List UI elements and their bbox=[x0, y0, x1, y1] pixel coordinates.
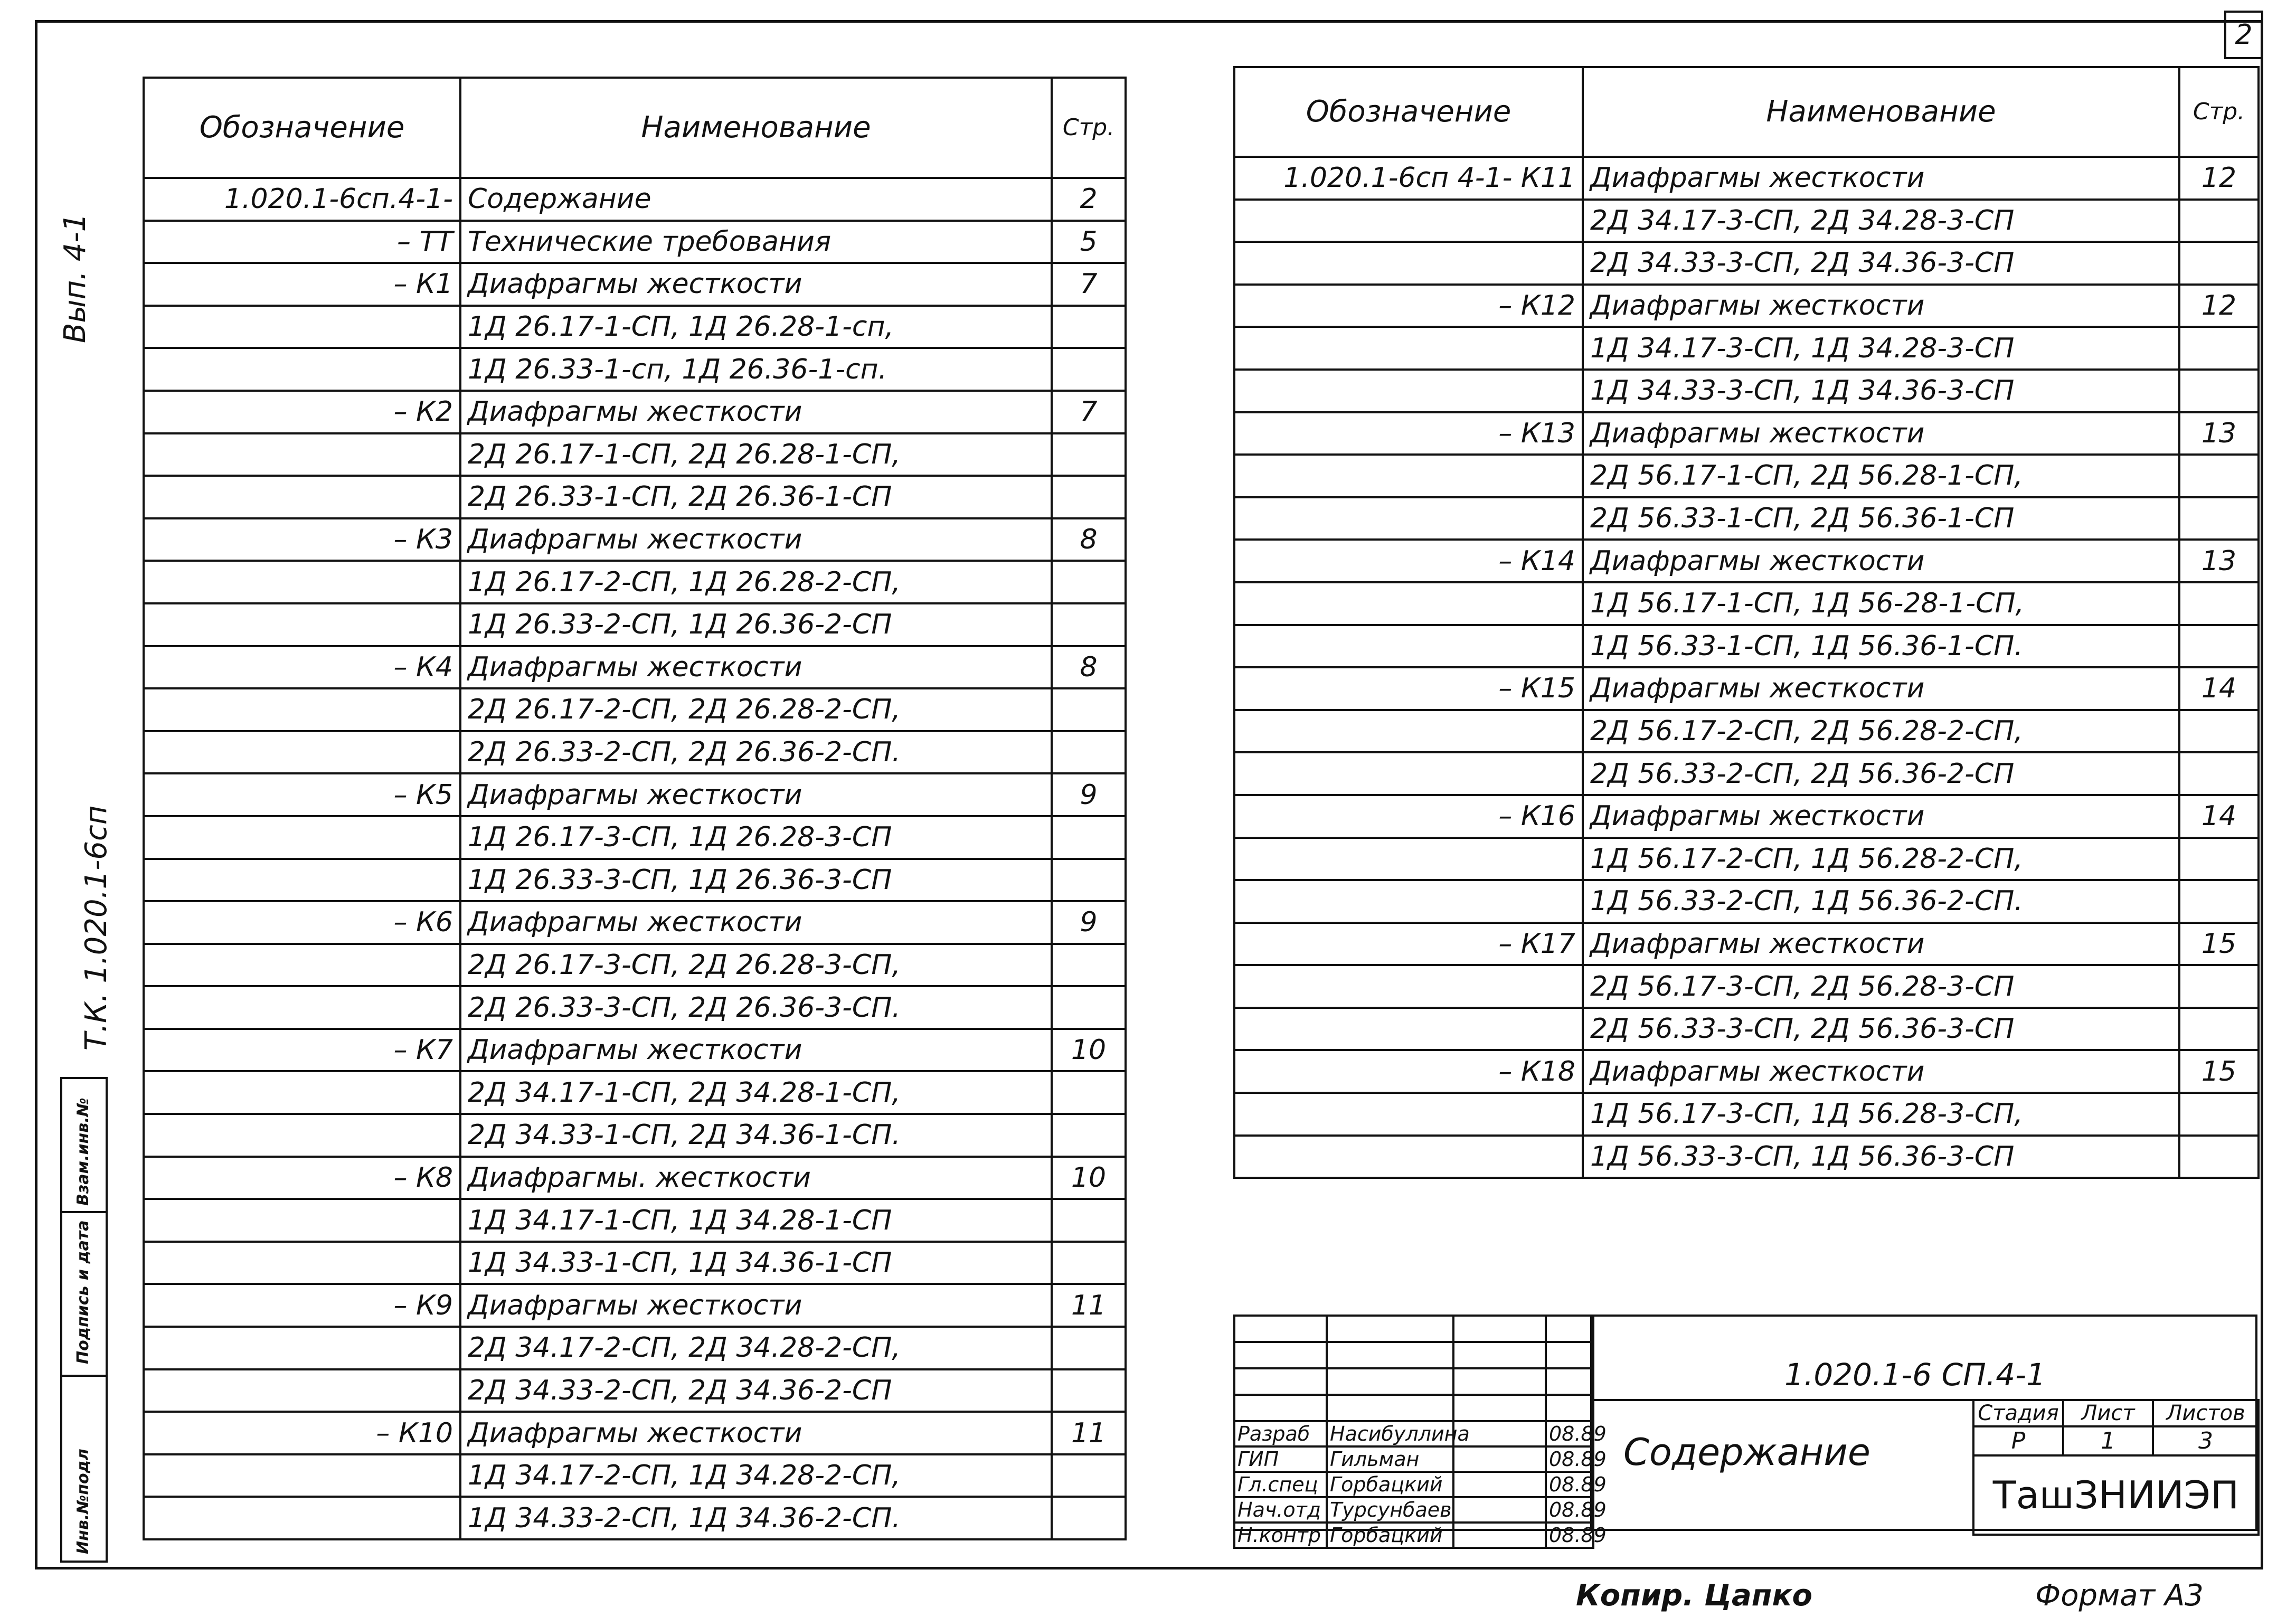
signature-cell bbox=[1453, 1497, 1546, 1523]
page-cell bbox=[1052, 476, 1126, 518]
designation-cell: – К10 bbox=[144, 1412, 460, 1454]
table-row bbox=[1234, 370, 2259, 412]
name-cell: 1Д 56.17-1-СП, 1Д 56-28-1-СП, bbox=[1583, 582, 2179, 625]
header-designation: Обозначение bbox=[1234, 67, 1583, 157]
name-cell: 2Д 26.33-2-СП, 2Д 26.36-2-СП. bbox=[460, 731, 1052, 774]
table-row bbox=[144, 859, 1126, 902]
role-cell: Н.контр bbox=[1234, 1523, 1327, 1548]
table-row bbox=[144, 476, 1126, 518]
header-page: Стр. bbox=[2179, 67, 2259, 157]
name-cell: 1Д 26.17-3-СП, 1Д 26.28-3-СП bbox=[460, 816, 1052, 859]
table-row bbox=[1234, 412, 2259, 455]
page-cell: 10 bbox=[1052, 1029, 1126, 1072]
name-cell: 2Д 26.33-1-СП, 2Д 26.36-1-СП bbox=[460, 476, 1052, 518]
designation-cell bbox=[1234, 370, 1583, 412]
page-cell bbox=[2179, 1008, 2259, 1051]
page-cell: 2 bbox=[1052, 178, 1126, 221]
table-row bbox=[144, 561, 1126, 603]
designation-cell bbox=[1234, 497, 1583, 540]
designation-cell bbox=[144, 1199, 460, 1242]
role-cell: Гл.спец bbox=[1234, 1472, 1327, 1497]
name-cell: 2Д 26.17-2-СП, 2Д 26.28-2-СП, bbox=[460, 688, 1052, 731]
name-cell: 2Д 26.33-3-СП, 2Д 26.36-3-СП. bbox=[460, 986, 1052, 1029]
designation-cell bbox=[1234, 965, 1583, 1008]
side-label-vzam: Взам.инв.№ bbox=[74, 1098, 92, 1206]
sheets-label: Листов bbox=[2153, 1400, 2259, 1426]
table-row bbox=[144, 1284, 1126, 1327]
name-cell: Диафрагмы жесткости bbox=[1583, 923, 2179, 966]
table-row bbox=[144, 1114, 1126, 1157]
name-cell: Содержание bbox=[460, 178, 1052, 221]
name-cell: 1Д 34.17-1-СП, 1Д 34.28-1-СП bbox=[460, 1199, 1052, 1242]
date-cell: 08.89 bbox=[1546, 1421, 1593, 1446]
page-cell bbox=[2179, 1093, 2259, 1136]
table-row bbox=[144, 433, 1126, 476]
name-cell: 2Д 56.33-2-СП, 2Д 56.36-2-СП bbox=[1583, 752, 2179, 795]
table-row bbox=[144, 221, 1126, 263]
page-cell bbox=[1052, 561, 1126, 603]
signature-table bbox=[1233, 1315, 1607, 1549]
page-cell bbox=[2179, 880, 2259, 923]
table-row bbox=[1234, 752, 2259, 795]
table-row bbox=[1234, 1136, 2259, 1178]
designation-cell bbox=[144, 1071, 460, 1114]
role-cell: Нач.отд bbox=[1234, 1497, 1327, 1523]
table-row bbox=[144, 901, 1126, 944]
designation-cell: – К8 bbox=[144, 1157, 460, 1199]
designation-cell bbox=[144, 816, 460, 859]
page-cell bbox=[1052, 1114, 1126, 1157]
designation-cell: – К16 bbox=[1234, 795, 1583, 838]
designation-cell bbox=[144, 1369, 460, 1412]
table-row bbox=[1234, 710, 2259, 753]
designation-cell: – К13 bbox=[1234, 412, 1583, 455]
designation-cell bbox=[144, 603, 460, 646]
name-cell: 2Д 56.17-1-СП, 2Д 56.28-1-СП, bbox=[1583, 455, 2179, 497]
designation-cell bbox=[1234, 710, 1583, 753]
designation-cell bbox=[1234, 455, 1583, 497]
designation-cell bbox=[144, 944, 460, 987]
table-row bbox=[1234, 285, 2259, 327]
right-table-header bbox=[1234, 67, 2259, 157]
name-cell: Турсунбаев bbox=[1327, 1497, 1453, 1523]
signature-cell bbox=[1453, 1472, 1546, 1497]
page-cell bbox=[1052, 688, 1126, 731]
table-row bbox=[144, 518, 1126, 561]
page-cell: 14 bbox=[2179, 795, 2259, 838]
name-cell: 2Д 34.33-3-СП, 2Д 34.36-3-СП bbox=[1583, 242, 2179, 285]
sheet-value: 1 bbox=[2063, 1426, 2153, 1455]
designation-cell: – К5 bbox=[144, 773, 460, 816]
page-cell: 10 bbox=[1052, 1157, 1126, 1199]
table-row bbox=[144, 646, 1126, 689]
header-name: Наименование bbox=[460, 78, 1052, 178]
sheet-number: 2 bbox=[2235, 19, 2253, 51]
table-row bbox=[144, 263, 1126, 306]
table-row bbox=[144, 773, 1126, 816]
page-cell bbox=[1052, 1071, 1126, 1114]
sheet-label: Лист bbox=[2063, 1400, 2153, 1426]
name-cell: 2Д 34.33-1-СП, 2Д 34.36-1-СП. bbox=[460, 1114, 1052, 1157]
signature-cell bbox=[1453, 1523, 1546, 1548]
name-cell: 1Д 34.33-1-СП, 1Д 34.36-1-СП bbox=[460, 1242, 1052, 1284]
table-row bbox=[1234, 200, 2259, 242]
date-cell: 08.89 bbox=[1546, 1497, 1593, 1523]
page-cell bbox=[2179, 582, 2259, 625]
designation-cell: – ТТ bbox=[144, 221, 460, 263]
table-row bbox=[144, 1497, 1126, 1539]
name-cell: Диафрагмы жесткости bbox=[460, 391, 1052, 433]
designation-cell: – К1 bbox=[144, 263, 460, 306]
page-cell bbox=[1052, 986, 1126, 1029]
name-cell: Диафрагмы жесткости bbox=[1583, 412, 2179, 455]
name-cell: Диафрагмы жесткости bbox=[1583, 1050, 2179, 1093]
designation-cell bbox=[144, 1497, 460, 1539]
page-cell bbox=[1052, 1242, 1126, 1284]
stage-label: Стадия bbox=[1973, 1400, 2063, 1426]
name-cell: Диафрагмы жесткости bbox=[1583, 667, 2179, 710]
designation-cell bbox=[1234, 752, 1583, 795]
header-designation: Обозначение bbox=[144, 78, 460, 178]
designation-cell: – К17 bbox=[1234, 923, 1583, 966]
designation-cell bbox=[1234, 327, 1583, 370]
table-row bbox=[1234, 1050, 2259, 1093]
date-cell: 08.89 bbox=[1546, 1523, 1593, 1548]
title-vdivider bbox=[1590, 1315, 1592, 1531]
page-cell bbox=[1052, 816, 1126, 859]
table-row bbox=[144, 306, 1126, 348]
page-cell: 7 bbox=[1052, 391, 1126, 433]
left-table-header bbox=[144, 78, 1126, 178]
designation-cell: – К15 bbox=[1234, 667, 1583, 710]
left-margin-top-text: Вып. 4-1 bbox=[58, 213, 92, 343]
name-cell: 2Д 56.17-2-СП, 2Д 56.28-2-СП, bbox=[1583, 710, 2179, 753]
page-cell: 15 bbox=[2179, 923, 2259, 966]
name-cell: 1Д 56.33-2-СП, 1Д 56.36-2-СП. bbox=[1583, 880, 2179, 923]
name-cell: Диафрагмы жесткости bbox=[460, 1029, 1052, 1072]
table-row bbox=[1234, 923, 2259, 966]
date-cell: 08.89 bbox=[1546, 1472, 1593, 1497]
page-cell bbox=[2179, 497, 2259, 540]
page-cell: 9 bbox=[1052, 901, 1126, 944]
designation-cell: – К9 bbox=[144, 1284, 460, 1327]
designation-cell bbox=[1234, 1136, 1583, 1178]
designation-cell bbox=[144, 986, 460, 1029]
designation-cell: – К18 bbox=[1234, 1050, 1583, 1093]
table-row bbox=[144, 1071, 1126, 1114]
page-cell: 13 bbox=[2179, 412, 2259, 455]
designation-cell: – К14 bbox=[1234, 540, 1583, 582]
name-cell: Гильман bbox=[1327, 1446, 1453, 1472]
page-cell bbox=[1052, 944, 1126, 987]
designation-cell bbox=[144, 1454, 460, 1497]
page-cell bbox=[2179, 838, 2259, 881]
name-cell: 2Д 34.17-3-СП, 2Д 34.28-3-СП bbox=[1583, 200, 2179, 242]
page-cell bbox=[1052, 433, 1126, 476]
page-cell: 14 bbox=[2179, 667, 2259, 710]
page-cell: 7 bbox=[1052, 263, 1126, 306]
name-cell: 2Д 26.17-3-СП, 2Д 26.28-3-СП, bbox=[460, 944, 1052, 987]
designation-cell bbox=[144, 476, 460, 518]
name-cell: Диафрагмы жесткости bbox=[460, 1284, 1052, 1327]
designation-cell bbox=[144, 433, 460, 476]
name-cell: 1Д 34.33-2-СП, 1Д 34.36-2-СП. bbox=[460, 1497, 1052, 1539]
page-cell: 13 bbox=[2179, 540, 2259, 582]
page-cell: 11 bbox=[1052, 1412, 1126, 1454]
left-contents-table bbox=[143, 77, 1127, 1540]
table-row bbox=[144, 1157, 1126, 1199]
page-cell bbox=[2179, 625, 2259, 668]
table-row bbox=[144, 944, 1126, 987]
designation-cell: 1.020.1-6сп.4-1- bbox=[144, 178, 460, 221]
page-cell: 8 bbox=[1052, 646, 1126, 689]
table-row bbox=[1234, 157, 2259, 200]
signature-cell bbox=[1453, 1446, 1546, 1472]
left-margin-mid-text: Т.К. 1.020.1-6сп bbox=[79, 805, 114, 1051]
doc-code: 1.020.1-6 СП.4-1 bbox=[1784, 1357, 2046, 1393]
page-cell: 12 bbox=[2179, 285, 2259, 327]
stage-table bbox=[1972, 1399, 2260, 1536]
designation-cell bbox=[144, 859, 460, 902]
page-cell bbox=[1052, 731, 1126, 774]
page-cell: 9 bbox=[1052, 773, 1126, 816]
table-row bbox=[1234, 497, 2259, 540]
signature-row bbox=[1234, 1497, 1593, 1523]
name-cell: Диафрагмы жесткости bbox=[1583, 795, 2179, 838]
table-row bbox=[1234, 242, 2259, 285]
designation-cell bbox=[144, 1242, 460, 1284]
page-cell bbox=[2179, 370, 2259, 412]
table-row bbox=[144, 1242, 1126, 1284]
name-cell: 1Д 56.17-3-СП, 1Д 56.28-3-СП, bbox=[1583, 1093, 2179, 1136]
page-cell: 12 bbox=[2179, 157, 2259, 200]
name-cell: Насибуллина bbox=[1327, 1421, 1453, 1446]
name-cell: 2Д 56.17-3-СП, 2Д 56.28-3-СП bbox=[1583, 965, 2179, 1008]
page-cell bbox=[1052, 603, 1126, 646]
designation-cell bbox=[1234, 838, 1583, 881]
table-row bbox=[1234, 327, 2259, 370]
name-cell: 1Д 26.17-1-СП, 1Д 26.28-1-сп, bbox=[460, 306, 1052, 348]
name-cell: 1Д 26.33-1-сп, 1Д 26.36-1-сп. bbox=[460, 348, 1052, 391]
table-row bbox=[144, 1029, 1126, 1072]
page-cell bbox=[1052, 1327, 1126, 1369]
signature-row bbox=[1234, 1446, 1593, 1472]
name-cell: 1Д 34.17-3-СП, 1Д 34.28-3-СП bbox=[1583, 327, 2179, 370]
table-row bbox=[1234, 1093, 2259, 1136]
page-cell bbox=[1052, 1497, 1126, 1539]
sheets-value: 3 bbox=[2153, 1426, 2259, 1455]
table-row bbox=[144, 1454, 1126, 1497]
designation-cell: – К6 bbox=[144, 901, 460, 944]
designation-cell bbox=[1234, 625, 1583, 668]
page-cell bbox=[1052, 348, 1126, 391]
table-row bbox=[144, 986, 1126, 1029]
name-cell: 2Д 34.17-2-СП, 2Д 34.28-2-СП, bbox=[460, 1327, 1052, 1369]
table-row bbox=[1234, 880, 2259, 923]
table-row bbox=[144, 1199, 1126, 1242]
name-cell: Диафрагмы жесткости bbox=[460, 901, 1052, 944]
name-cell: Диафрагмы жесткости bbox=[460, 518, 1052, 561]
designation-cell: – К2 bbox=[144, 391, 460, 433]
designation-cell bbox=[144, 688, 460, 731]
right-contents-table bbox=[1233, 66, 2260, 1179]
designation-cell bbox=[1234, 200, 1583, 242]
table-row bbox=[1234, 795, 2259, 838]
designation-cell bbox=[144, 561, 460, 603]
name-cell: 2Д 56.33-1-СП, 2Д 56.36-1-СП bbox=[1583, 497, 2179, 540]
name-cell: Диафрагмы жесткости bbox=[460, 263, 1052, 306]
format-label: Формат А3 bbox=[2035, 1578, 2204, 1613]
table-row bbox=[1234, 1008, 2259, 1051]
name-cell: Горбацкий bbox=[1327, 1472, 1453, 1497]
designation-cell bbox=[1234, 1093, 1583, 1136]
left-side-stamp bbox=[60, 1077, 108, 1563]
name-cell: 2Д 26.17-1-СП, 2Д 26.28-1-СП, bbox=[460, 433, 1052, 476]
name-cell: 1Д 34.17-2-СП, 1Д 34.28-2-СП, bbox=[460, 1454, 1052, 1497]
page-cell bbox=[1052, 1454, 1126, 1497]
name-cell: 1Д 56.33-3-СП, 1Д 56.36-3-СП bbox=[1583, 1136, 2179, 1178]
table-row bbox=[144, 688, 1126, 731]
name-cell: Диафрагмы жесткости bbox=[1583, 285, 2179, 327]
name-cell: 1Д 56.17-2-СП, 1Д 56.28-2-СП, bbox=[1583, 838, 2179, 881]
designation-cell bbox=[144, 1114, 460, 1157]
table-row bbox=[1234, 965, 2259, 1008]
page-cell bbox=[1052, 1199, 1126, 1242]
sheet-number-box bbox=[2224, 11, 2263, 59]
side-label-sign: Подпись и дата bbox=[74, 1220, 92, 1364]
table-row bbox=[144, 1327, 1126, 1369]
name-cell: Диафрагмы жесткости bbox=[1583, 157, 2179, 200]
sheet-title: Содержание bbox=[1623, 1431, 1870, 1474]
name-cell: 2Д 34.17-1-СП, 2Д 34.28-1-СП, bbox=[460, 1071, 1052, 1114]
header-name: Наименование bbox=[1583, 67, 2179, 157]
designation-cell: – К12 bbox=[1234, 285, 1583, 327]
table-row bbox=[144, 731, 1126, 774]
table-row bbox=[144, 391, 1126, 433]
name-cell: Диафрагмы жесткости bbox=[460, 773, 1052, 816]
signature-row bbox=[1234, 1472, 1593, 1497]
table-row bbox=[1234, 582, 2259, 625]
designation-cell bbox=[1234, 242, 1583, 285]
table-row bbox=[144, 348, 1126, 391]
designation-cell: – К3 bbox=[144, 518, 460, 561]
role-cell: Разраб bbox=[1234, 1421, 1327, 1446]
name-cell: Диафрагмы жесткости bbox=[460, 1412, 1052, 1454]
role-cell: ГИП bbox=[1234, 1446, 1327, 1472]
page-cell bbox=[2179, 752, 2259, 795]
designation-cell bbox=[144, 306, 460, 348]
page-cell bbox=[2179, 1136, 2259, 1178]
page-cell bbox=[1052, 306, 1126, 348]
name-cell: Диафрагмы жесткости bbox=[460, 646, 1052, 689]
table-row bbox=[1234, 838, 2259, 881]
name-cell: 2Д 34.33-2-СП, 2Д 34.36-2-СП bbox=[460, 1369, 1052, 1412]
header-page: Стр. bbox=[1052, 78, 1126, 178]
name-cell: Горбацкий bbox=[1327, 1523, 1453, 1548]
table-row bbox=[144, 1412, 1126, 1454]
designation-cell bbox=[144, 731, 460, 774]
designation-cell bbox=[1234, 582, 1583, 625]
name-cell: Диафрагмы жесткости bbox=[1583, 540, 2179, 582]
designation-cell: 1.020.1-6сп 4-1- К11 bbox=[1234, 157, 1583, 200]
page-cell bbox=[1052, 1369, 1126, 1412]
table-row bbox=[144, 816, 1126, 859]
page-cell: 5 bbox=[1052, 221, 1126, 263]
page-cell bbox=[1052, 859, 1126, 902]
page-cell bbox=[2179, 455, 2259, 497]
page-cell bbox=[2179, 965, 2259, 1008]
name-cell: 2Д 56.33-3-СП, 2Д 56.36-3-СП bbox=[1583, 1008, 2179, 1051]
designation-cell bbox=[144, 1327, 460, 1369]
table-row bbox=[1234, 455, 2259, 497]
designation-cell bbox=[144, 348, 460, 391]
side-label-inv: Инв.№подл bbox=[74, 1449, 92, 1554]
copied-by: Копир. Цапко bbox=[1576, 1578, 1812, 1613]
page-cell bbox=[2179, 710, 2259, 753]
table-row bbox=[1234, 625, 2259, 668]
name-cell: 1Д 56.33-1-СП, 1Д 56.36-1-СП. bbox=[1583, 625, 2179, 668]
table-row bbox=[144, 603, 1126, 646]
page-cell bbox=[2179, 200, 2259, 242]
name-cell: Технические требования bbox=[460, 221, 1052, 263]
designation-cell: – К4 bbox=[144, 646, 460, 689]
stage-value: Р bbox=[1973, 1426, 2063, 1455]
table-row bbox=[1234, 540, 2259, 582]
name-cell: Диафрагмы. жесткости bbox=[460, 1157, 1052, 1199]
name-cell: 1Д 34.33-3-СП, 1Д 34.36-3-СП bbox=[1583, 370, 2179, 412]
table-row bbox=[144, 1369, 1126, 1412]
date-cell: 08.89 bbox=[1546, 1446, 1593, 1472]
designation-cell: – К7 bbox=[144, 1029, 460, 1072]
designation-cell bbox=[1234, 880, 1583, 923]
name-cell: 1Д 26.33-3-СП, 1Д 26.36-3-СП bbox=[460, 859, 1052, 902]
name-cell: 1Д 26.17-2-СП, 1Д 26.28-2-СП, bbox=[460, 561, 1052, 603]
page-cell: 11 bbox=[1052, 1284, 1126, 1327]
table-row bbox=[1234, 667, 2259, 710]
page-cell: 15 bbox=[2179, 1050, 2259, 1093]
page-cell bbox=[2179, 242, 2259, 285]
organization: ТашЗНИИЭП bbox=[1973, 1455, 2259, 1535]
designation-cell bbox=[1234, 1008, 1583, 1051]
signature-row bbox=[1234, 1421, 1593, 1446]
page-cell bbox=[2179, 327, 2259, 370]
table-row bbox=[144, 178, 1126, 221]
name-cell: 1Д 26.33-2-СП, 1Д 26.36-2-СП bbox=[460, 603, 1052, 646]
page-cell: 8 bbox=[1052, 518, 1126, 561]
signature-row bbox=[1234, 1523, 1593, 1548]
